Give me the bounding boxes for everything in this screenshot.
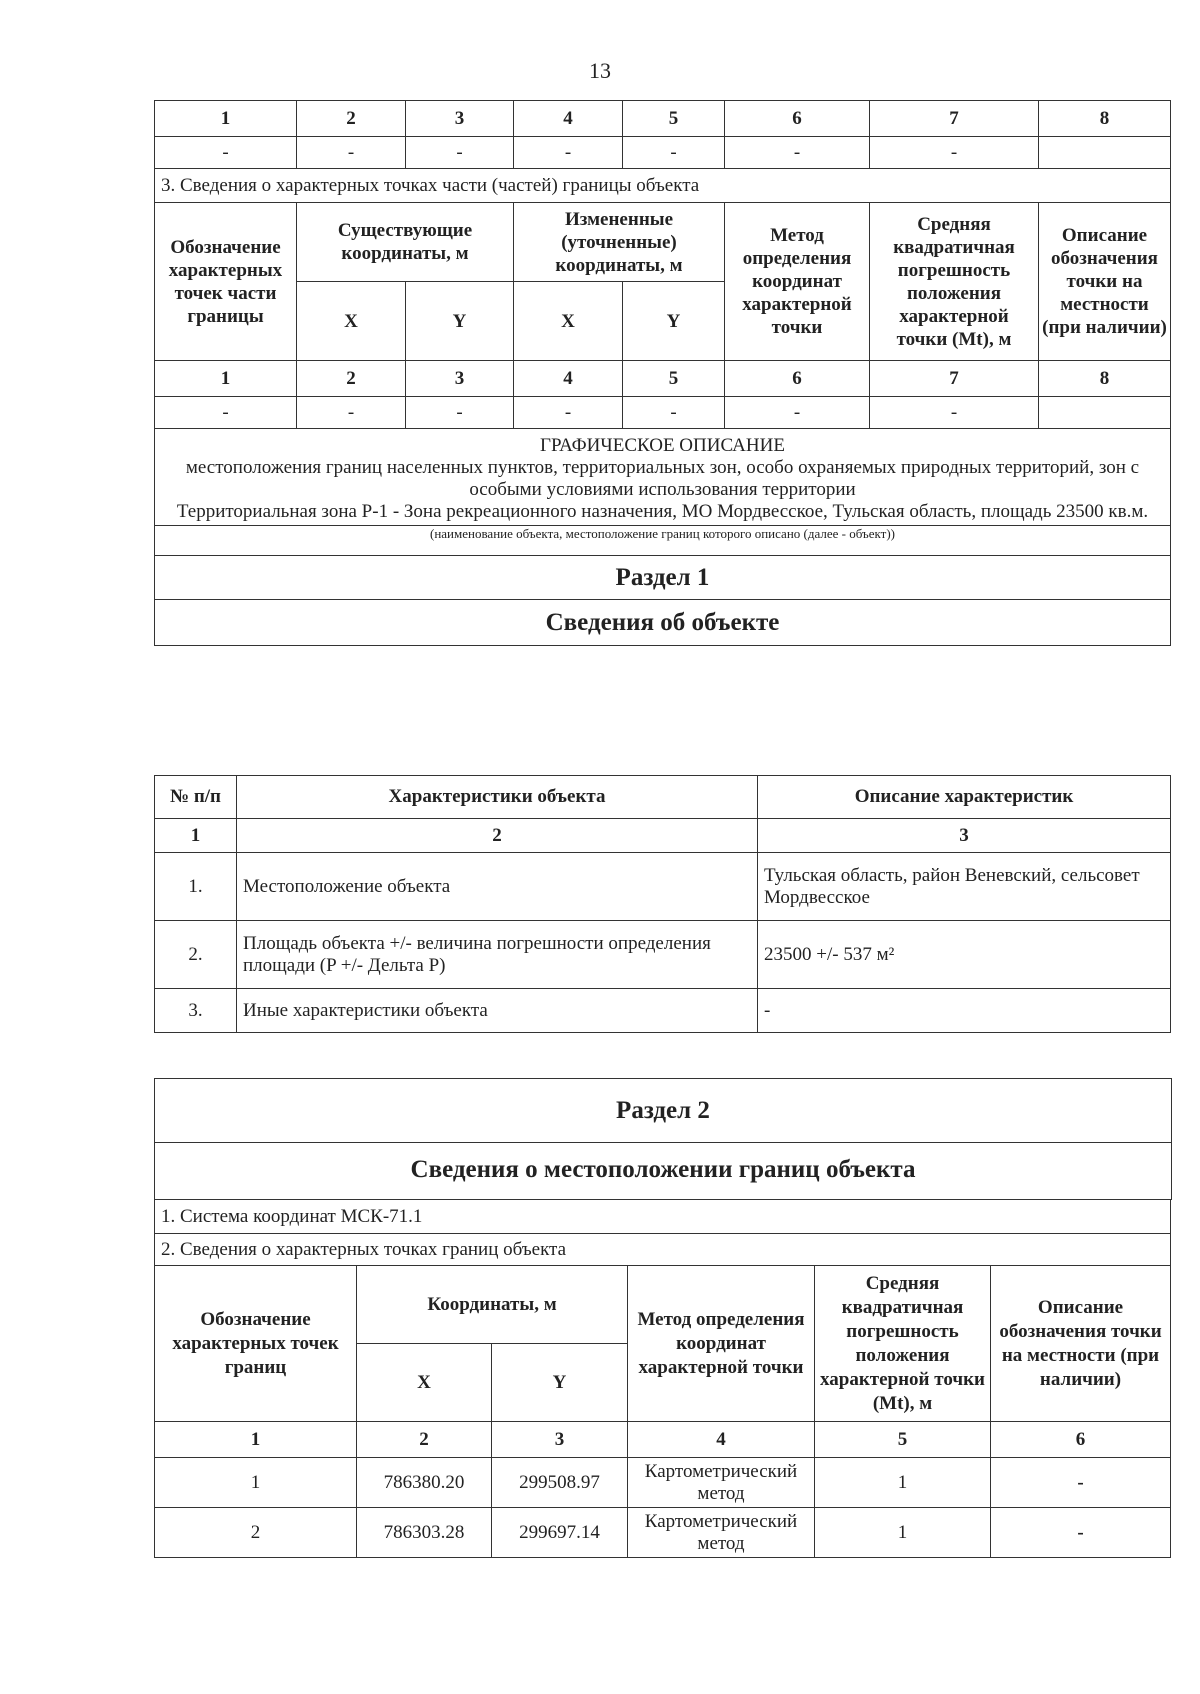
table-row bbox=[155, 853, 1171, 921]
point-x: 786303.28 bbox=[357, 1508, 492, 1558]
col-number: 5 bbox=[815, 1422, 991, 1458]
point-id: 2 bbox=[155, 1508, 357, 1558]
col-number: 4 bbox=[514, 361, 623, 397]
header-x: X bbox=[297, 282, 406, 361]
column-number-row bbox=[155, 361, 1171, 397]
graphic-subtitle: местоположения границ населенных пунктов, территориальных зон, особо охраняемых природных территорий, зон с особыми условиями использования территории bbox=[185, 457, 1140, 500]
cell: - bbox=[725, 137, 870, 169]
row-num: 1. bbox=[155, 853, 237, 921]
col-number: 7 bbox=[870, 361, 1039, 397]
point-error: 1 bbox=[815, 1508, 991, 1558]
header-x: X bbox=[514, 282, 623, 361]
row-num: 2. bbox=[155, 921, 237, 989]
point-y: 299508.97 bbox=[492, 1458, 628, 1508]
col-number: 6 bbox=[991, 1422, 1171, 1458]
row-name: Площадь объекта +/- величина погрешности определения площади (P +/- Дельта P) bbox=[237, 921, 758, 989]
cell: - bbox=[155, 397, 297, 429]
points-title: 2. Сведения о характерных точках границ объекта bbox=[155, 1234, 1171, 1266]
col-number: 1 bbox=[155, 819, 237, 853]
row-num: 3. bbox=[155, 989, 237, 1033]
header-characteristic: Характеристики объекта bbox=[237, 776, 758, 819]
row-value: 23500 +/- 537 м² bbox=[758, 921, 1171, 989]
top-table bbox=[154, 100, 1171, 646]
col-number: 1 bbox=[155, 361, 297, 397]
col-number: 2 bbox=[357, 1422, 492, 1458]
header-description: Описание обозначения точки на местности (при наличии) bbox=[991, 1266, 1171, 1422]
cell: - bbox=[623, 137, 725, 169]
header-x: X bbox=[357, 1344, 492, 1422]
zone-name: Территориальная зона Р-1 - Зона рекреационного назначения, МО Мордвесское, Тульская область, площадь 23500 кв.м. bbox=[176, 501, 1149, 522]
col-number: 2 bbox=[237, 819, 758, 853]
table-row bbox=[155, 1458, 1171, 1508]
cell: - bbox=[514, 137, 623, 169]
col-number: 4 bbox=[628, 1422, 815, 1458]
section3-title: 3. Сведения о характерных точках части (частей) границы объекта bbox=[155, 169, 1171, 203]
header-y: Y bbox=[406, 282, 514, 361]
col-number: 3 bbox=[492, 1422, 628, 1458]
table-row bbox=[155, 1508, 1171, 1558]
graphic-title: ГРАФИЧЕСКОЕ ОПИСАНИЕ bbox=[540, 435, 785, 456]
header-y: Y bbox=[623, 282, 725, 361]
header-method: Метод определения координат характерной точки bbox=[628, 1266, 815, 1422]
point-id: 1 bbox=[155, 1458, 357, 1508]
col-number: 4 bbox=[514, 101, 623, 137]
column-number-row bbox=[155, 1422, 1171, 1458]
cell: - bbox=[623, 397, 725, 429]
header-changed-coords: Измененные (уточненные) координаты, м bbox=[514, 203, 725, 282]
section2-table bbox=[154, 1199, 1171, 1558]
header-method: Метод определения координат характерной точки bbox=[725, 203, 870, 361]
point-method: Картометрический метод bbox=[628, 1458, 815, 1508]
cell bbox=[1039, 137, 1171, 169]
row-name: Местоположение объекта bbox=[237, 853, 758, 921]
point-error: 1 bbox=[815, 1458, 991, 1508]
cell: - bbox=[406, 397, 514, 429]
dash-row bbox=[155, 137, 1171, 169]
cell: - bbox=[155, 137, 297, 169]
col-number: 6 bbox=[725, 101, 870, 137]
point-y: 299697.14 bbox=[492, 1508, 628, 1558]
point-desc: - bbox=[991, 1508, 1171, 1558]
col-number: 2 bbox=[297, 361, 406, 397]
row-value: Тульская область, район Веневский, сельсовет Мордвесское bbox=[758, 853, 1171, 921]
table-row bbox=[155, 989, 1171, 1033]
header-designation: Обозначение характерных точек части границы bbox=[155, 203, 297, 361]
table-row bbox=[155, 921, 1171, 989]
page-number: 13 bbox=[589, 58, 611, 83]
cell: - bbox=[870, 137, 1039, 169]
cell: - bbox=[297, 137, 406, 169]
object-caption: (наименование объекта, местоположение границ которого описано (далее - объект)) bbox=[155, 526, 1171, 556]
column-number-row bbox=[155, 819, 1171, 853]
col-number: 2 bbox=[297, 101, 406, 137]
cell bbox=[1039, 397, 1171, 429]
dash-row bbox=[155, 397, 1171, 429]
section1-title: Раздел 1 bbox=[155, 556, 1171, 600]
header-existing-coords: Существующие координаты, м bbox=[297, 203, 514, 282]
header-num: № п/п bbox=[155, 776, 237, 819]
section1-subtitle: Сведения об объекте bbox=[155, 600, 1171, 646]
col-number: 1 bbox=[155, 101, 297, 137]
header-description: Описание обозначения точки на местности (при наличии) bbox=[1039, 203, 1171, 361]
row-name: Иные характеристики объекта bbox=[237, 989, 758, 1033]
header-error: Средняя квадратичная погрешность положения характерной точки (Mt), м bbox=[815, 1266, 991, 1422]
cell: - bbox=[297, 397, 406, 429]
header-y: Y bbox=[492, 1344, 628, 1422]
column-number-row bbox=[155, 101, 1171, 137]
col-number: 7 bbox=[870, 101, 1039, 137]
header-error: Средняя квадратичная погрешность положения характерной точки (Mt), м bbox=[870, 203, 1039, 361]
row-value: - bbox=[758, 989, 1171, 1033]
cell: - bbox=[514, 397, 623, 429]
cell: - bbox=[406, 137, 514, 169]
col-number: 8 bbox=[1039, 101, 1171, 137]
section1-table bbox=[154, 775, 1171, 1033]
section2-title: Раздел 2 bbox=[154, 1078, 1172, 1143]
header-designation: Обозначение характерных точек границ bbox=[155, 1266, 357, 1422]
point-x: 786380.20 bbox=[357, 1458, 492, 1508]
col-number: 3 bbox=[758, 819, 1171, 853]
col-number: 3 bbox=[406, 361, 514, 397]
col-number: 5 bbox=[623, 361, 725, 397]
header-coords: Координаты, м bbox=[357, 1266, 628, 1344]
col-number: 8 bbox=[1039, 361, 1171, 397]
col-number: 5 bbox=[623, 101, 725, 137]
point-method: Картометрический метод bbox=[628, 1508, 815, 1558]
cell: - bbox=[725, 397, 870, 429]
coord-system: 1. Система координат МСК-71.1 bbox=[155, 1200, 1171, 1234]
header-characteristic-desc: Описание характеристик bbox=[758, 776, 1171, 819]
point-desc: - bbox=[991, 1458, 1171, 1508]
graphic-description-block bbox=[155, 429, 1171, 526]
col-number: 6 bbox=[725, 361, 870, 397]
cell: - bbox=[870, 397, 1039, 429]
section2-subtitle: Сведения о местоположении границ объекта bbox=[154, 1141, 1172, 1200]
col-number: 3 bbox=[406, 101, 514, 137]
col-number: 1 bbox=[155, 1422, 357, 1458]
